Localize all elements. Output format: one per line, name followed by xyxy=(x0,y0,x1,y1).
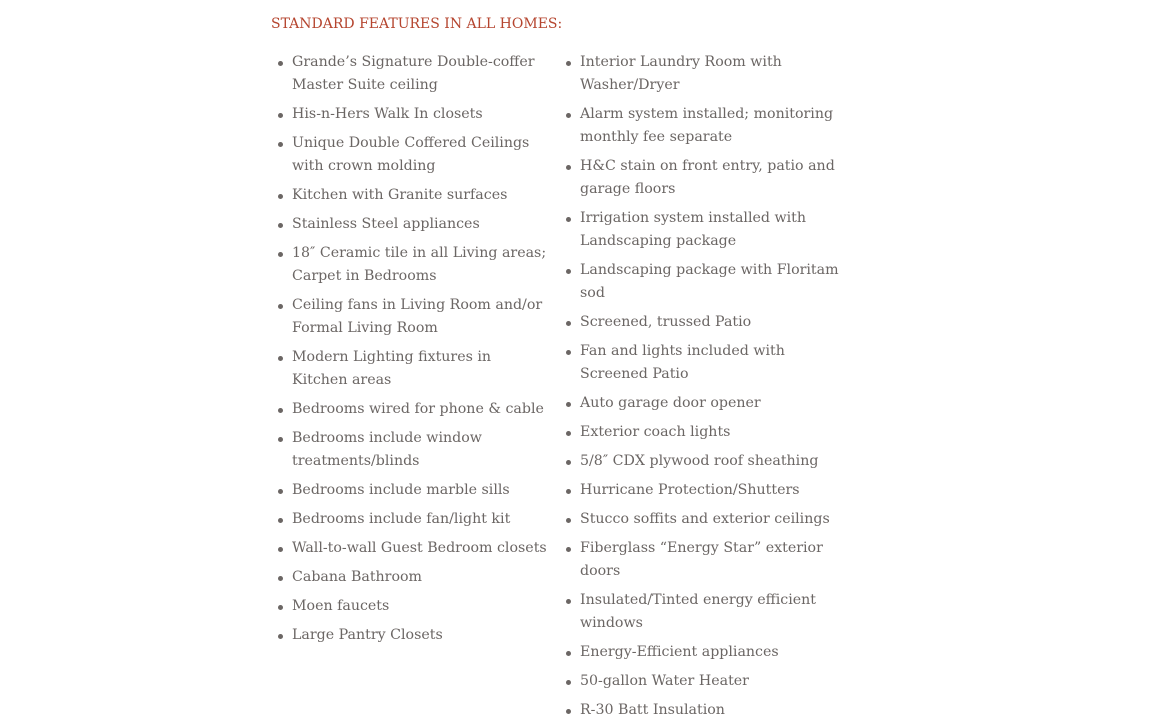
feature-item: Bedrooms include marble sills xyxy=(292,479,548,502)
feature-item: Auto garage door opener xyxy=(580,392,850,415)
feature-item: Large Pantry Closets xyxy=(292,624,548,647)
section-heading: STANDARD FEATURES IN ALL HOMES: xyxy=(271,16,563,32)
feature-item: His-n-Hers Walk In closets xyxy=(292,103,548,126)
feature-item: Ceiling fans in Living Room and/or Formal Living Room xyxy=(292,294,548,340)
feature-item: 50-gallon Water Heater xyxy=(580,670,850,693)
features-list-left xyxy=(271,51,548,653)
feature-item: Bedrooms include window treatments/blinds xyxy=(292,427,548,473)
feature-item: R-30 Batt Insulation xyxy=(580,699,850,722)
feature-item: Wall-to-wall Guest Bedroom closets xyxy=(292,537,548,560)
feature-item: Bedrooms include fan/light kit xyxy=(292,508,548,531)
feature-item: Kitchen with Granite surfaces xyxy=(292,184,548,207)
feature-item: Cabana Bathroom xyxy=(292,566,548,589)
feature-item: Hurricane Protection/Shutters xyxy=(580,479,850,502)
feature-item: Screened, trussed Patio xyxy=(580,311,850,334)
feature-item: Bedrooms wired for phone & cable xyxy=(292,398,548,421)
feature-item: Energy-Efficient appliances xyxy=(580,641,850,664)
feature-item: Unique Double Coffered Ceilings with crown molding xyxy=(292,132,548,178)
feature-item: Exterior coach lights xyxy=(580,421,850,444)
feature-item: Modern Lighting fixtures in Kitchen areas xyxy=(292,346,548,392)
feature-item: Stucco soffits and exterior ceilings xyxy=(580,508,850,531)
feature-item: Fiberglass “Energy Star” exterior doors xyxy=(580,537,850,583)
feature-item: Grande’s Signature Double-coffer Master Suite ceiling xyxy=(292,51,548,97)
feature-item: Irrigation system installed with Landscaping package xyxy=(580,207,850,253)
feature-item: 5/8″ CDX plywood roof sheathing xyxy=(580,450,850,473)
feature-item: Stainless Steel appliances xyxy=(292,213,548,236)
feature-item: Alarm system installed; monitoring monthly fee separate xyxy=(580,103,850,149)
feature-item: H&C stain on front entry, patio and garage floors xyxy=(580,155,850,201)
features-list-right xyxy=(559,51,850,728)
feature-item: 18″ Ceramic tile in all Living areas; Carpet in Bedrooms xyxy=(292,242,548,288)
feature-item: Insulated/Tinted energy efficient windows xyxy=(580,589,850,635)
feature-item: Interior Laundry Room with Washer/Dryer xyxy=(580,51,850,97)
feature-item: Moen faucets xyxy=(292,595,548,618)
feature-item: Fan and lights included with Screened Patio xyxy=(580,340,850,386)
feature-item: Landscaping package with Floritam sod xyxy=(580,259,850,305)
